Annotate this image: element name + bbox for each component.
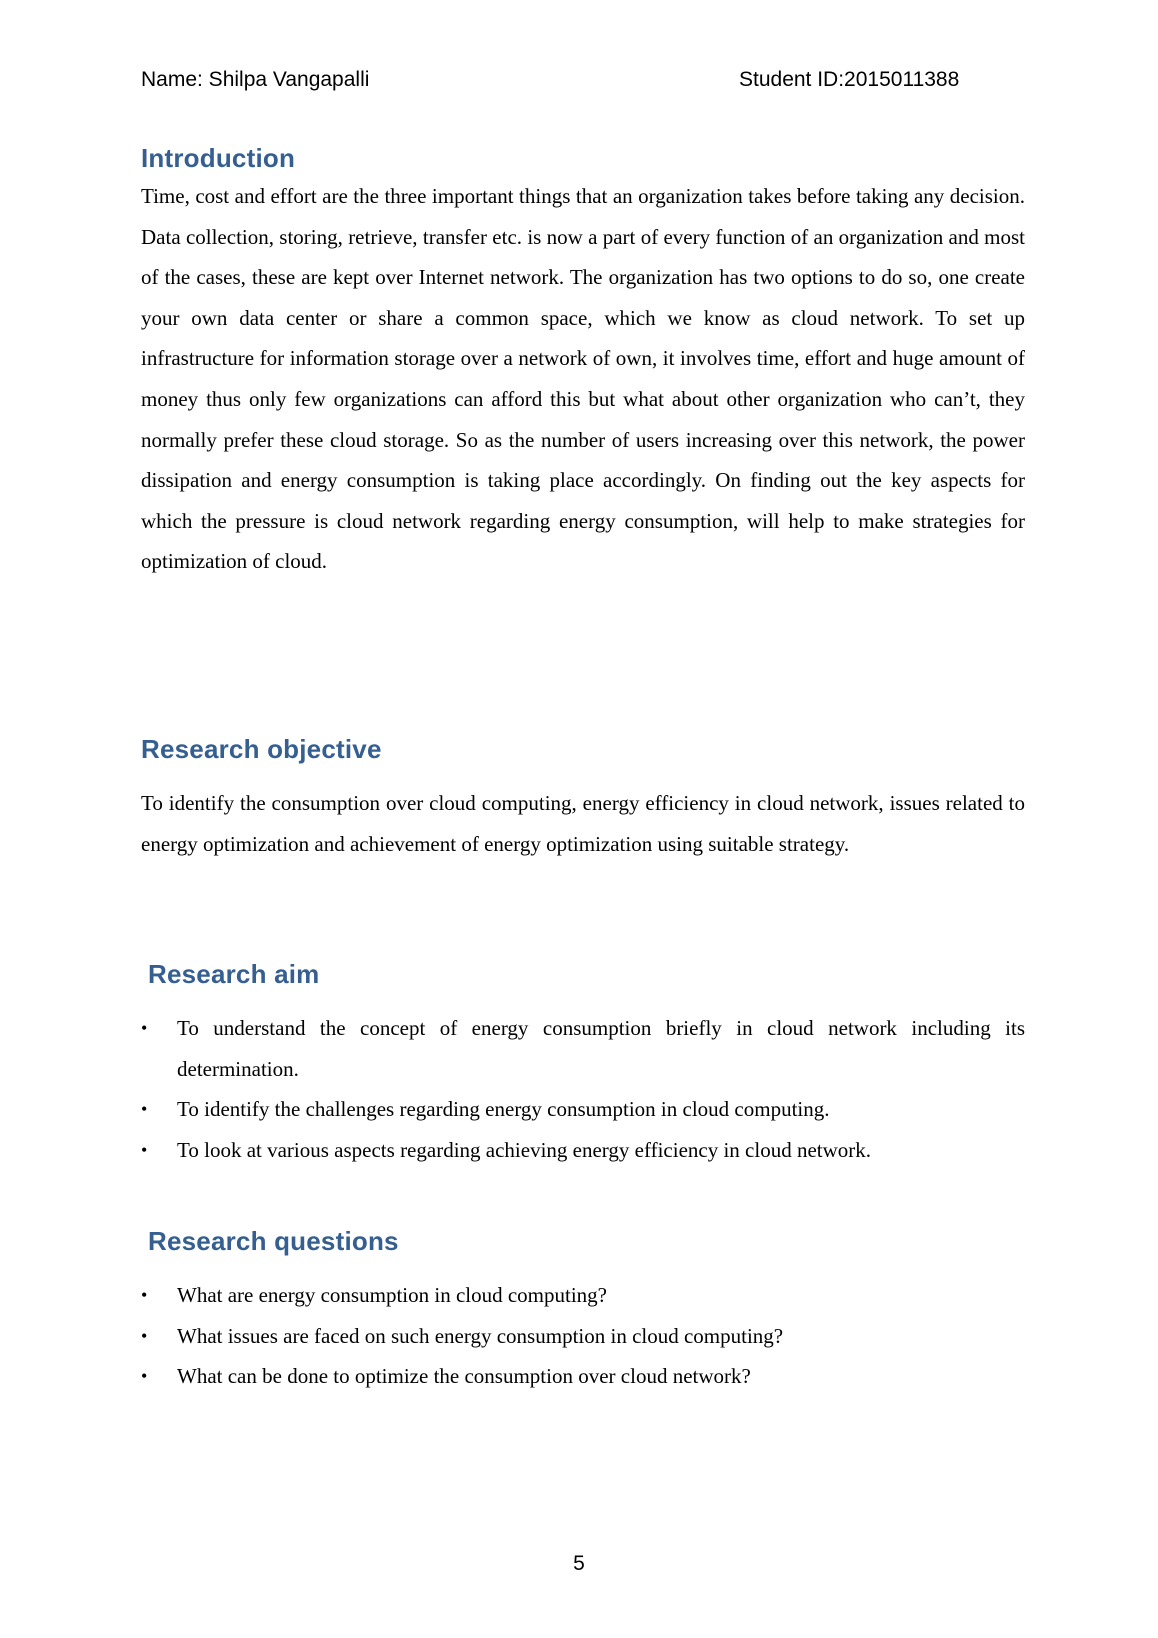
- list-item: [141, 1089, 1025, 1130]
- research-objective-paragraph: To identify the consumption over cloud computing, energy efficiency in cloud network, issues related to energy optimization and achievement of energy optimization using suitable strategy.: [141, 791, 1025, 856]
- list-item: [141, 1130, 1025, 1171]
- list-item-text: To understand the concept of energy consumption briefly in cloud network including its determination.: [177, 1016, 1025, 1081]
- bullet-icon: •: [141, 1285, 148, 1305]
- student-name: Name: Shilpa Vangapalli: [141, 68, 370, 91]
- research-aim-heading: Research aim: [148, 959, 320, 989]
- list-item-text: What are energy consumption in cloud computing?: [177, 1283, 607, 1307]
- research-aim-list: [141, 1008, 1025, 1170]
- introduction-paragraph: Time, cost and effort are the three important things that an organization takes before taking any decision. Data collection, storing, retrieve, transfer etc. is now a part of every function of an organization and most of the cases, these are kept over Internet network. The organization has two options to do so, one create your own data center or share a common space, which we know as cloud network. To set up infrastructure for information storage over a network of own, it involves time, effort and huge amount of money thus only few organizations can afford this but what about other organization who can’t, they normally prefer these cloud storage. So as the number of users increasing over this network, the power dissipation and energy consumption is taking place accordingly. On finding out the key aspects for which the pressure is cloud network regarding energy consumption, will help to make strategies for optimization of cloud.: [141, 184, 1025, 574]
- student-id: Student ID:2015011388: [739, 68, 960, 91]
- research-questions-list: [141, 1275, 1025, 1397]
- bullet-icon: •: [141, 1139, 148, 1160]
- bullet-icon: •: [141, 1018, 148, 1038]
- research-questions-heading: Research questions: [148, 1226, 399, 1256]
- list-item: [141, 1356, 1025, 1397]
- list-item-text: To look at various aspects regarding achieving energy efficiency in cloud network.: [177, 1137, 872, 1162]
- list-item-text: What can be done to optimize the consumption over cloud network?: [177, 1364, 751, 1389]
- list-item-text: What issues are faced on such energy consumption in cloud computing?: [177, 1323, 784, 1348]
- list-item: [141, 1316, 1025, 1357]
- list-item-text: To identify the challenges regarding energy consumption in cloud computing.: [177, 1097, 830, 1122]
- page-header: [141, 68, 987, 98]
- list-item: [141, 1008, 1025, 1089]
- bullet-icon: •: [141, 1325, 148, 1346]
- introduction-heading: Introduction: [141, 143, 296, 173]
- research-objective-heading: Research objective: [141, 734, 382, 764]
- bullet-icon: •: [141, 1366, 148, 1387]
- page-number: 5: [573, 1552, 585, 1575]
- list-item: [141, 1275, 1025, 1316]
- bullet-icon: •: [141, 1099, 148, 1120]
